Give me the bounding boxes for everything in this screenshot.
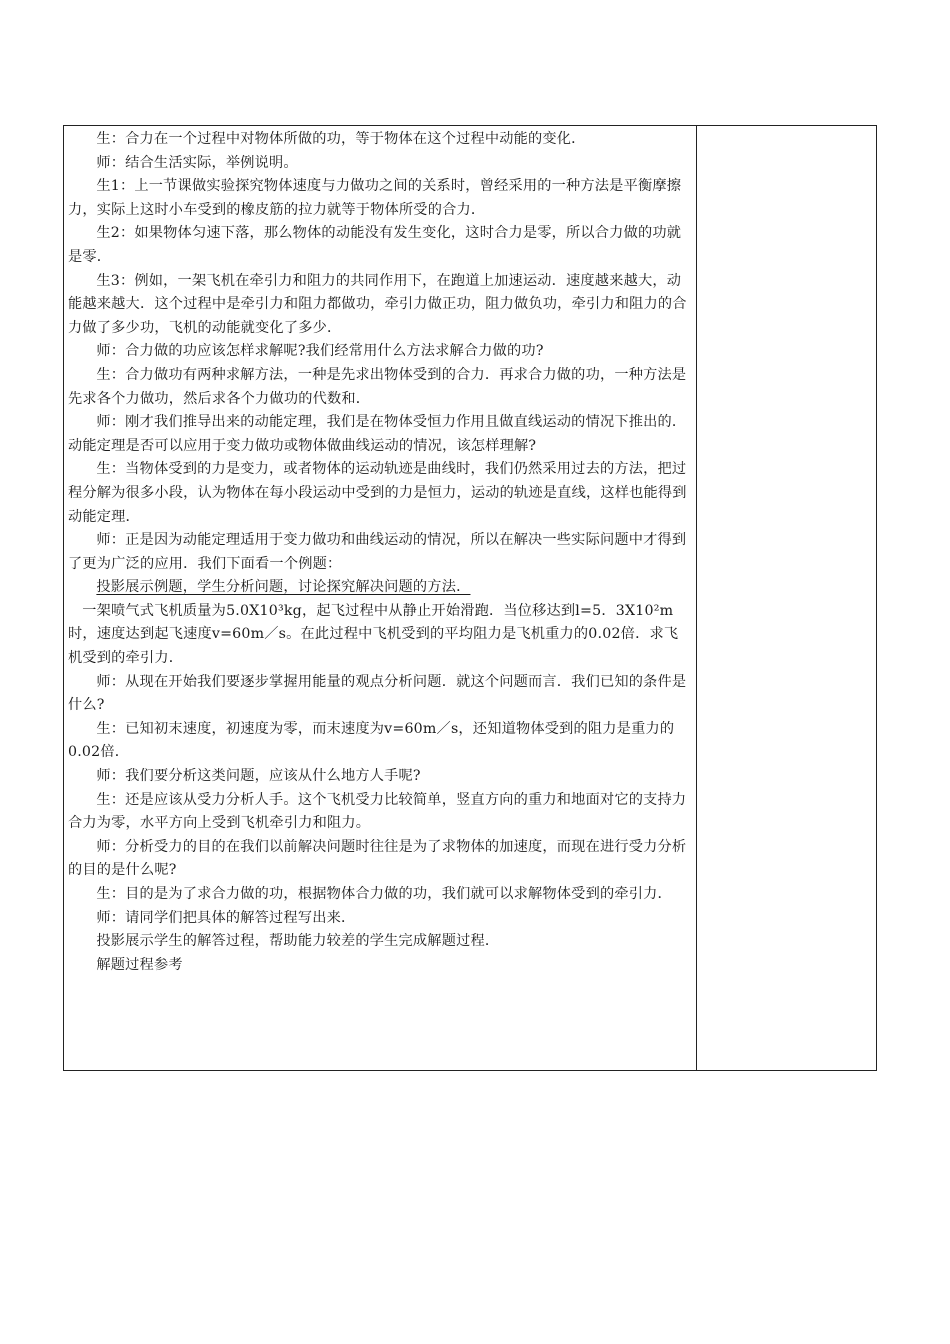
paragraph: 生：当物体受到的力是变力，或者物体的运动轨迹是曲线时，我们仍然采用过去的方法，把过程分解为很多小段，认为物体在每小段运动中受到的力是恒力，运动的轨迹是直线，这样也能得到动能定理． xyxy=(68,461,687,525)
paragraph: 解题过程参考 xyxy=(96,956,183,973)
paragraph: 师：正是因为动能定理适用于变力做功和曲线运动的情况，所以在解决一些实际问题中才得到了更为广泛的应用．我们下面看一个例题： xyxy=(68,532,687,572)
underlined-text: 投影展示例题，学生分析问题，讨论探究解决问题的方法． xyxy=(96,579,471,596)
paragraph: 生1：上一节课做实验探究物体速度与力做功之间的关系时，曾经采用的一种方法是平衡摩擦力，实际上这时小车受到的橡皮筋的拉力就等于物体所受的合力． xyxy=(68,178,682,218)
paragraph: 生：合力做功有两种求解方法，一种是先求出物体受到的合力．再求合力做的功，一种方法是先求各个力做功，然后求各个力做功的代数和． xyxy=(68,366,687,407)
paragraph: 生：合力在一个过程中对物体所做的功，等于物体在这个过程中动能的变化． xyxy=(96,131,586,147)
paragraph: 生：还是应该从受力分析人手。这个飞机受力比较简单，竖直方向的重力和地面对它的支持力合力为零，水平方向上受到飞机牵引力和阻力。 xyxy=(68,791,687,832)
lesson-table xyxy=(63,125,877,1071)
paragraph: 师：刚才我们推导出来的动能定理，我们是在物体受恒力作用且做直线运动的情况下推出的．动能定理是否可以应用于变力做功或物体做曲线运动的情况，该怎样理解? xyxy=(68,414,687,454)
content-cell xyxy=(64,126,697,1070)
paragraph: 生：目的是为了求合力做的功，根据物体合力做的功，我们就可以求解物体受到的牵引力． xyxy=(96,886,672,902)
paragraph: 师：结合生活实际，举例说明。 xyxy=(96,154,298,171)
paragraph: 师：从现在开始我们要逐步掌握用能量的观点分析问题．就这个问题而言．我们已知的条件是什么? xyxy=(68,673,687,714)
paragraph: 生3：例如，一架飞机在牵引力和阻力的共同作用下，在跑道上加速运动．速度越来越大，动能越来越大．这个过程中是牵引力和阻力都做功，牵引力做正功，阻力做负功，牵引力和阻力的合力做了多少功，飞机的动能就变化了多少． xyxy=(68,272,687,336)
notes-cell xyxy=(697,126,876,1070)
paragraph: 投影展示学生的解答过程，帮助能力较差的学生完成解题过程． xyxy=(96,933,500,950)
underlined-instruction xyxy=(68,576,692,600)
paragraph: 生2：如果物体匀速下落，那么物体的动能没有发生变化，这时合力是零，所以合力做的功就是零． xyxy=(68,225,682,265)
paragraph: 师：我们要分析这类问题，应该从什么地方人手呢? xyxy=(96,768,421,785)
paragraph: 师：分析受力的目的在我们以前解决问题时往往是为了求物体的加速度，而现在进行受力分析的目的是什么呢? xyxy=(68,838,687,879)
paragraph: 师：合力做的功应该怎样求解呢?我们经常用什么方法求解合力做的功? xyxy=(96,343,544,360)
paragraph: 师：请同学们把具体的解答过程写出来． xyxy=(96,909,356,926)
example-problem: 一架喷气式飞机质量为5.0X10³kg，起飞过程中从静止开始滑跑．当位移达到l=5．3X10²m时，速度达到起飞速度v=60m／s。在此过程中飞机受到的平均阻力是飞机重力的0.02倍．求飞机受到的牵引力． xyxy=(68,602,679,667)
paragraph: 生：已知初末速度，初速度为零，而末速度为v=60m／s，还知道物体受到的阻力是重力的0.02倍． xyxy=(68,720,675,761)
